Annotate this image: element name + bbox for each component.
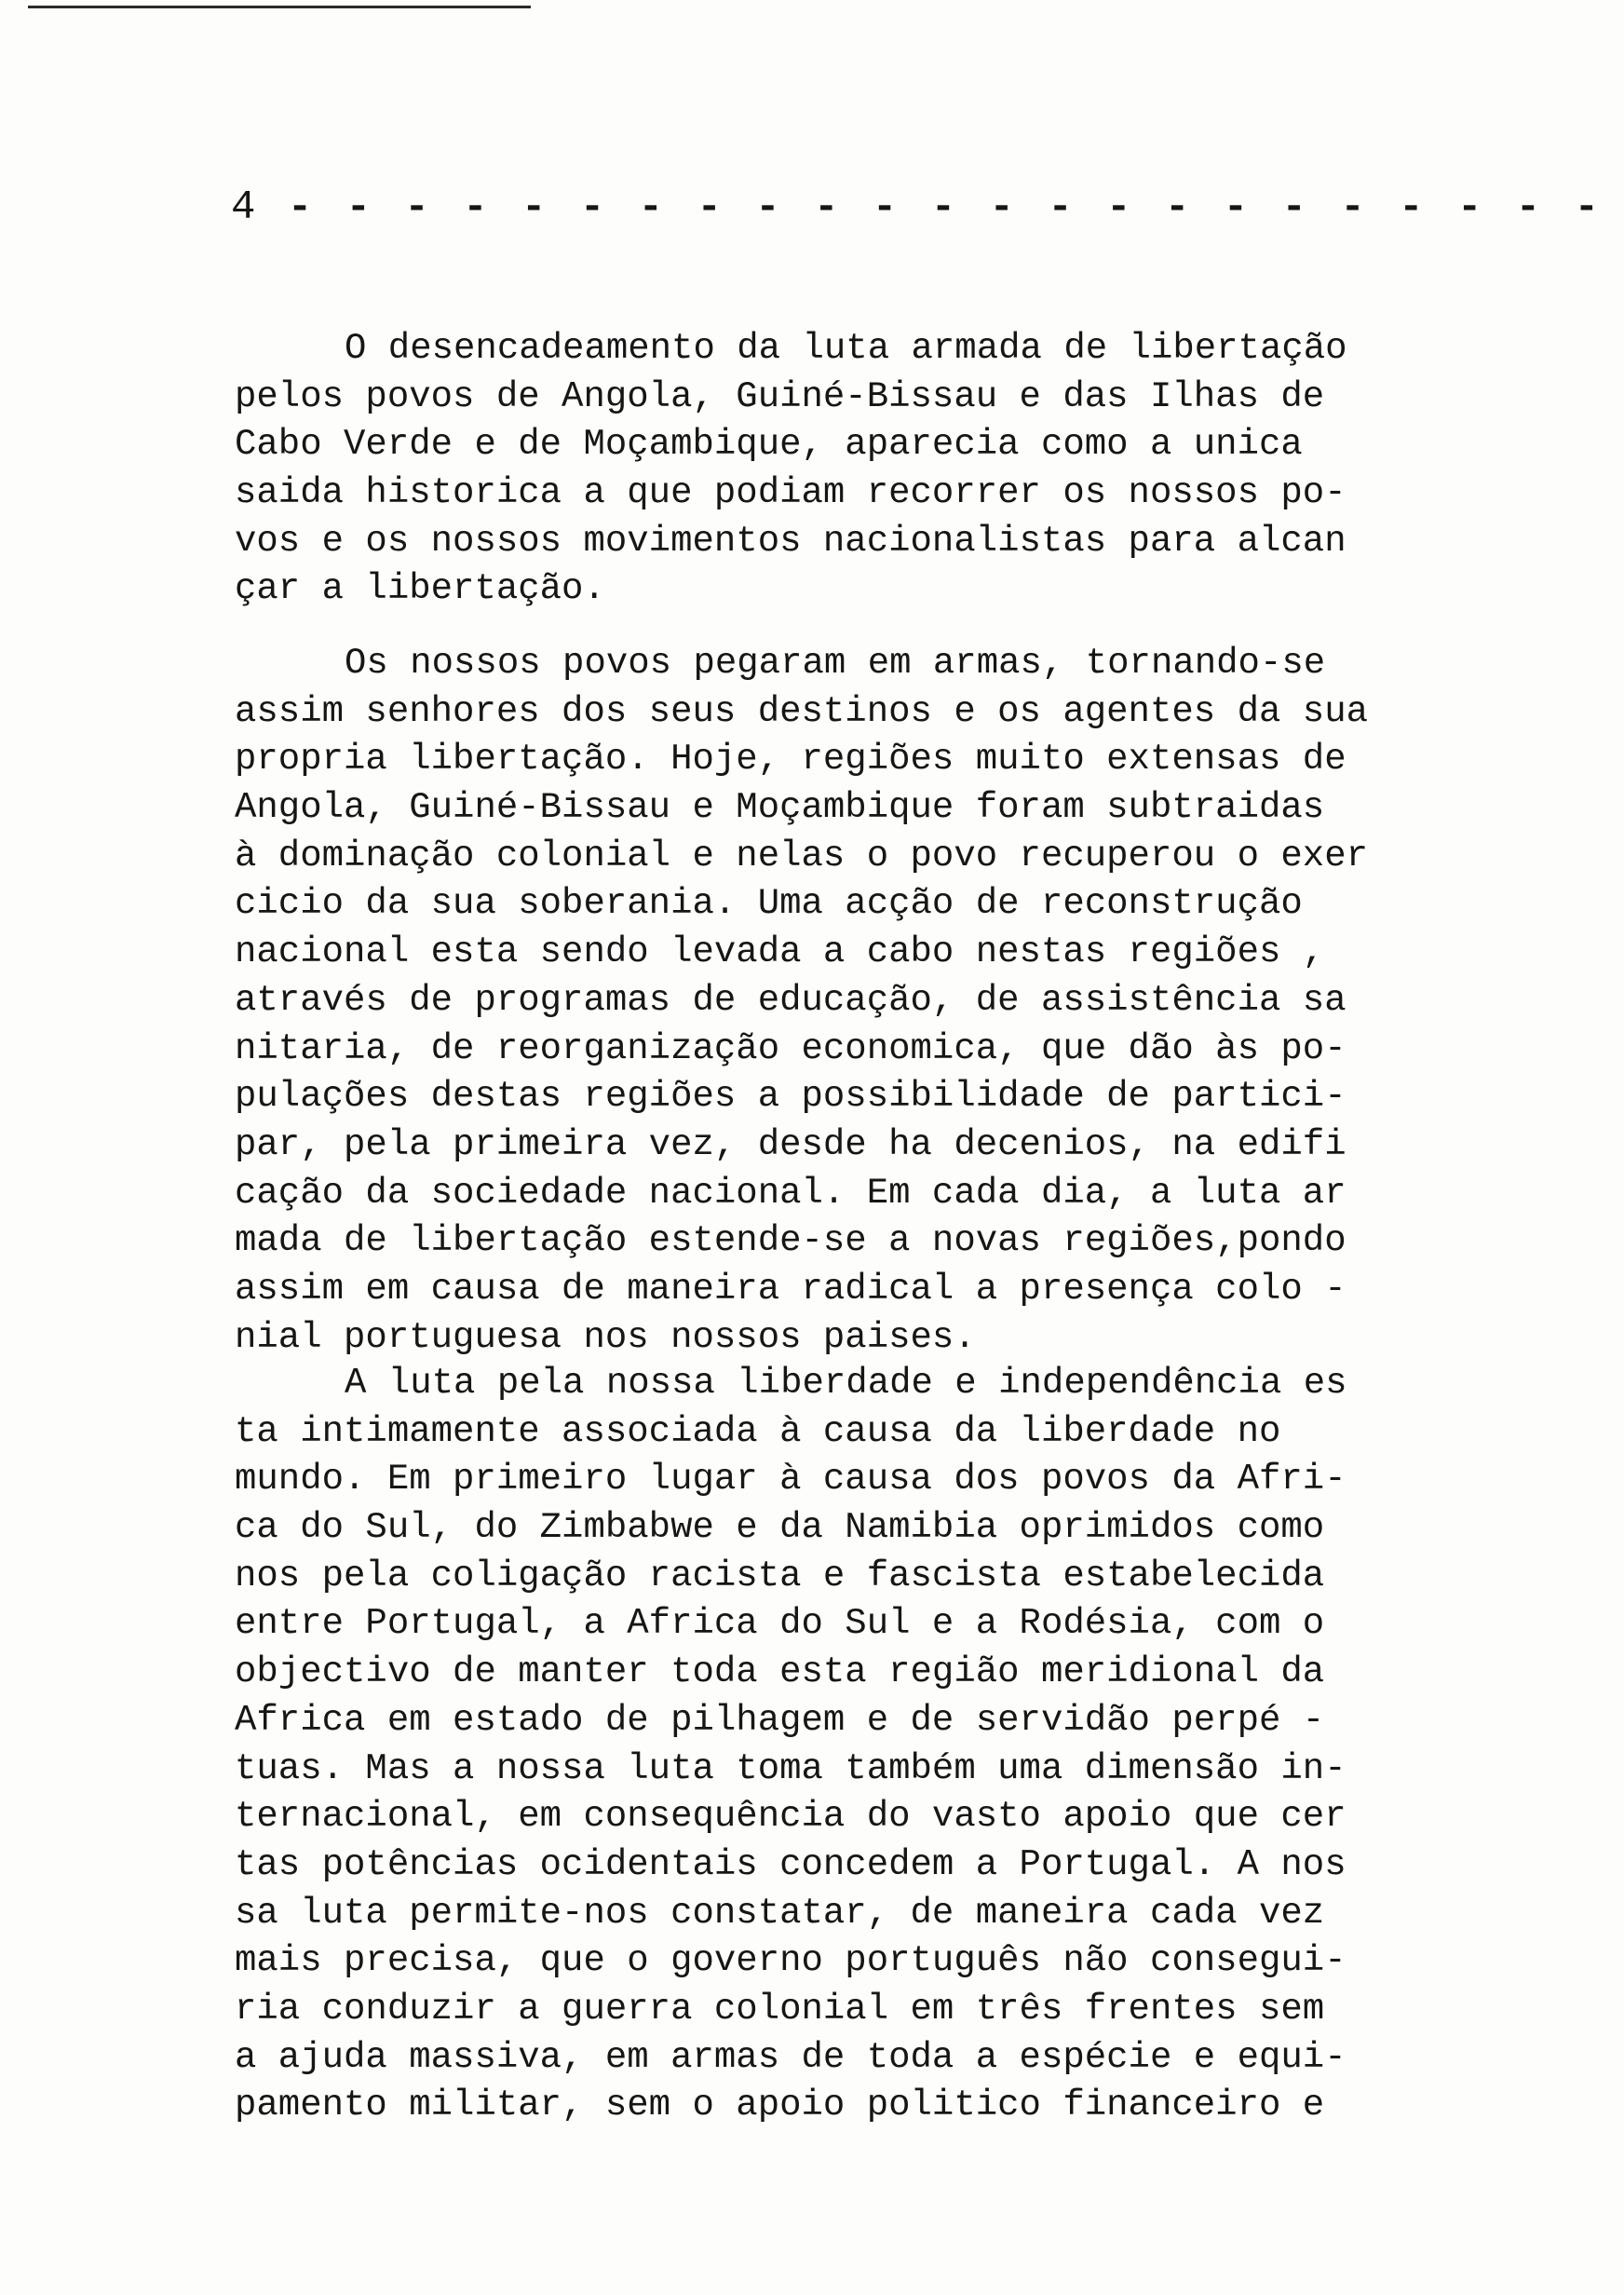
text-line: assim em causa de maneira radical a presença colo - <box>235 1268 1347 1310</box>
text-line: entre Portugal, a Africa do Sul e a Rodésia, com o <box>235 1603 1325 1645</box>
top-rule <box>28 6 531 8</box>
text-line: nacional esta sendo levada a cabo nestas regiões , <box>235 931 1325 973</box>
text-line: ca do Sul, do Zimbabwe e da Namibia oprimidos como <box>235 1507 1325 1549</box>
text-line: nial portuguesa nos nossos paises. <box>235 1316 976 1358</box>
page-header <box>231 184 1604 231</box>
text-line: propria libertação. Hoje, regiões muito extensas de <box>235 739 1347 781</box>
text-line: vos e os nossos movimentos nacionalistas para alcan <box>235 520 1347 562</box>
header-dash-rule: - - - - - - - - - - - - - - - - - - - - - - - <box>287 184 1604 231</box>
text-line: nitaria, de reorganização economica, que dão às po- <box>235 1027 1347 1069</box>
text-line: cicio da sua soberania. Uma acção de reconstrução <box>235 883 1303 925</box>
text-line: mada de libertação estende-se a novas regiões,pondo <box>235 1220 1347 1262</box>
text-line: Cabo Verde e de Moçambique, aparecia como a unica <box>235 424 1303 466</box>
text-line: Africa em estado de pilhagem e de servidão perpé - <box>235 1699 1325 1741</box>
text-line: assim senhores dos seus destinos e os agentes da sua <box>235 690 1368 732</box>
text-line: nos pela coligação racista e fascista estabelecida <box>235 1555 1325 1596</box>
text-line: tuas. Mas a nossa luta toma também uma dimensão in- <box>235 1747 1347 1789</box>
text-line: objectivo de manter toda esta região meridional da <box>235 1651 1325 1693</box>
page-number: 4 <box>231 184 257 231</box>
text-line: através de programas de educação, de assistência sa <box>235 979 1347 1021</box>
text-line: par, pela primeira vez, desde ha decenios, na edifi <box>235 1123 1347 1165</box>
paragraph-1 <box>235 325 1380 614</box>
text-line: pulações destas regiões a possibilidade de partici- <box>235 1076 1347 1118</box>
text-line: pamento militar, sem o apoio politico financeiro e <box>235 2085 1325 2126</box>
text-line: ta intimamente associada à causa da liberdade no <box>235 1410 1281 1452</box>
text-line: a ajuda massiva, em armas de toda a espécie e equi- <box>235 2036 1347 2078</box>
text-line: à dominação colonial e nelas o povo recuperou o exer <box>235 835 1368 876</box>
text-line: mais precisa, que o governo português não consegui- <box>235 1940 1347 1982</box>
paragraph-3 <box>235 1360 1380 2130</box>
text-line: saida historica a que podiam recorrer os nossos po- <box>235 472 1347 514</box>
text-line: ria conduzir a guerra colonial em três frentes sem <box>235 1988 1325 2030</box>
paragraph-2 <box>235 640 1380 1362</box>
text-line: tas potências ocidentais concedem a Portugal. A nos <box>235 1843 1347 1885</box>
text-line: Angola, Guiné-Bissau e Moçambique foram subtraidas <box>235 787 1325 829</box>
text-line: Os nossos povos pegaram em armas, tornando-se <box>345 643 1326 684</box>
text-line: cação da sociedade nacional. Em cada dia, a luta ar <box>235 1172 1347 1214</box>
text-line: pelos povos de Angola, Guiné-Bissau e das Ilhas de <box>235 375 1325 417</box>
text-line: A luta pela nossa liberdade e independência es <box>345 1363 1347 1404</box>
text-line: sa luta permite-nos constatar, de maneira cada vez <box>235 1892 1325 1934</box>
text-line: çar a libertação. <box>235 568 605 610</box>
text-line: mundo. Em primeiro lugar à causa dos povos da Afri- <box>235 1459 1347 1501</box>
text-line: ternacional, em consequência do vasto apoio que cer <box>235 1796 1347 1838</box>
text-line: O desencadeamento da luta armada de libertação <box>345 328 1347 369</box>
